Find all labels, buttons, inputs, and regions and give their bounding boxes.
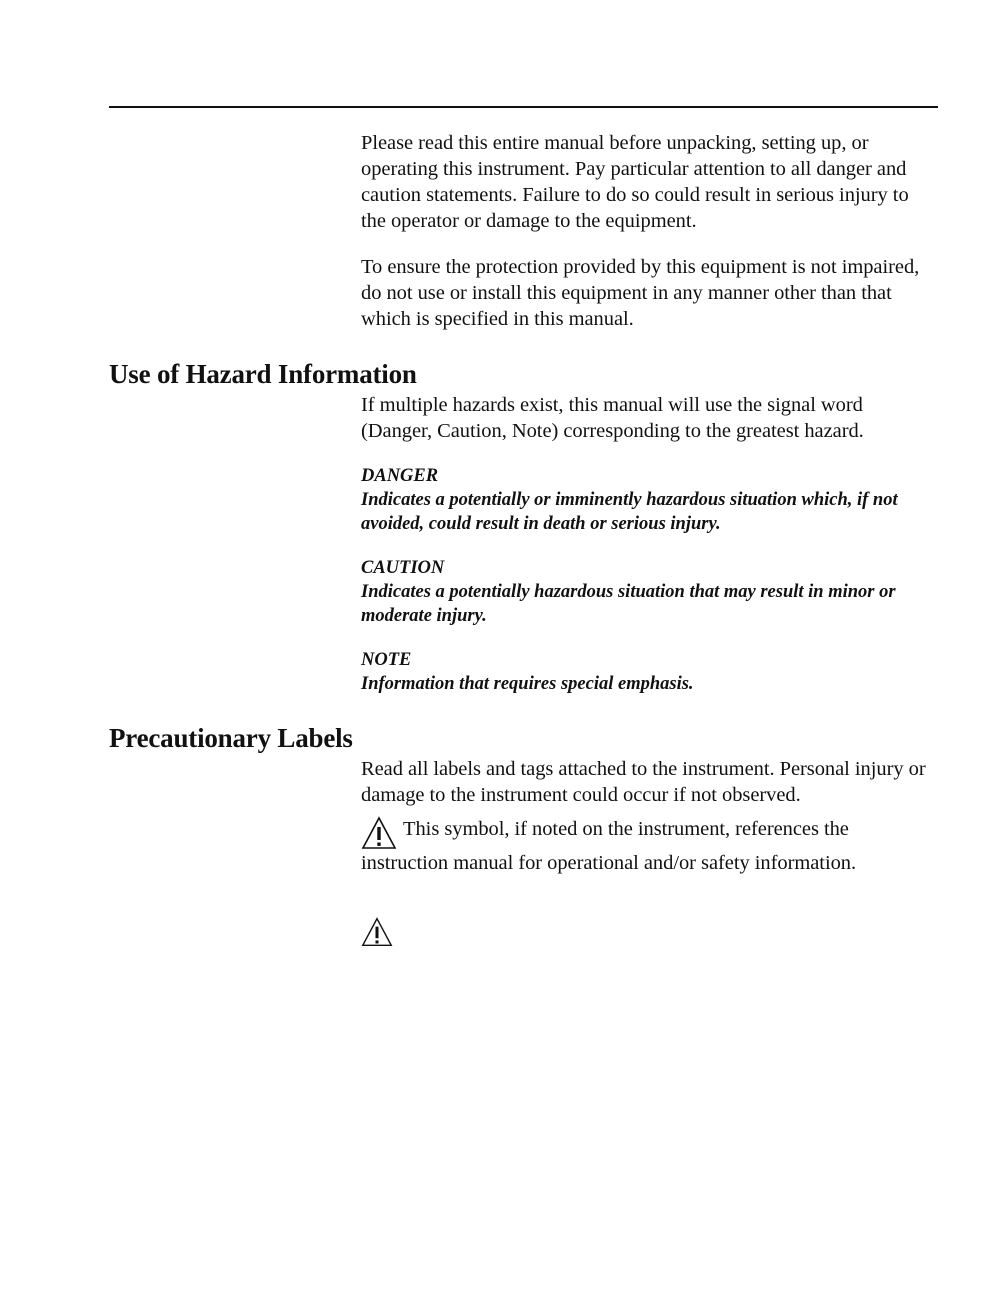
note-block xyxy=(361,648,941,696)
standalone-symbol-block xyxy=(361,916,931,948)
hazard-intro-block xyxy=(361,392,931,444)
note-label: NOTE xyxy=(361,650,412,670)
labels-intro: Read all labels and tags attached to the instrument. Personal injury or damage to the instrument could occur if not observed. xyxy=(361,758,926,806)
note-text: Information that requires special emphasis. xyxy=(361,674,694,694)
intro-section xyxy=(361,130,931,332)
intro-paragraph-2: To ensure the protection provided by this equipment is not impaired, do not use or install this equipment in any manner other than that which is specified in this manual. xyxy=(361,256,920,330)
caution-block xyxy=(361,556,941,628)
danger-block xyxy=(361,464,941,536)
caution-text: Indicates a potentially hazardous situation that may result in minor or moderate injury. xyxy=(361,582,896,626)
caution-label: CAUTION xyxy=(361,558,445,578)
symbol-block xyxy=(361,816,931,876)
top-rule xyxy=(109,106,938,108)
danger-text: Indicates a potentially or imminently hazardous situation which, if not avoided, could result in death or serious injury. xyxy=(361,490,898,534)
hazard-intro: If multiple hazards exist, this manual will use the signal word (Danger, Caution, Note) corresponding to the greatest hazard. xyxy=(361,394,864,442)
symbol-text: This symbol, if noted on the instrument, references the instruction manual for operational and/or safety information. xyxy=(361,818,857,874)
labels-intro-block xyxy=(361,756,931,808)
intro-paragraph-1: Please read this entire manual before unpacking, setting up, or operating this instrument. Pay particular attention to all danger and caution statements. Failure to do so could result in serious injury to the operator or damage to the equipment. xyxy=(361,132,909,232)
warning-triangle-icon xyxy=(361,816,397,850)
labels-heading: Precautionary Labels xyxy=(109,723,353,753)
danger-label: DANGER xyxy=(361,466,439,486)
hazard-heading: Use of Hazard Information xyxy=(109,359,417,389)
warning-triangle-icon xyxy=(361,916,393,948)
symbol-paragraph xyxy=(361,816,931,876)
